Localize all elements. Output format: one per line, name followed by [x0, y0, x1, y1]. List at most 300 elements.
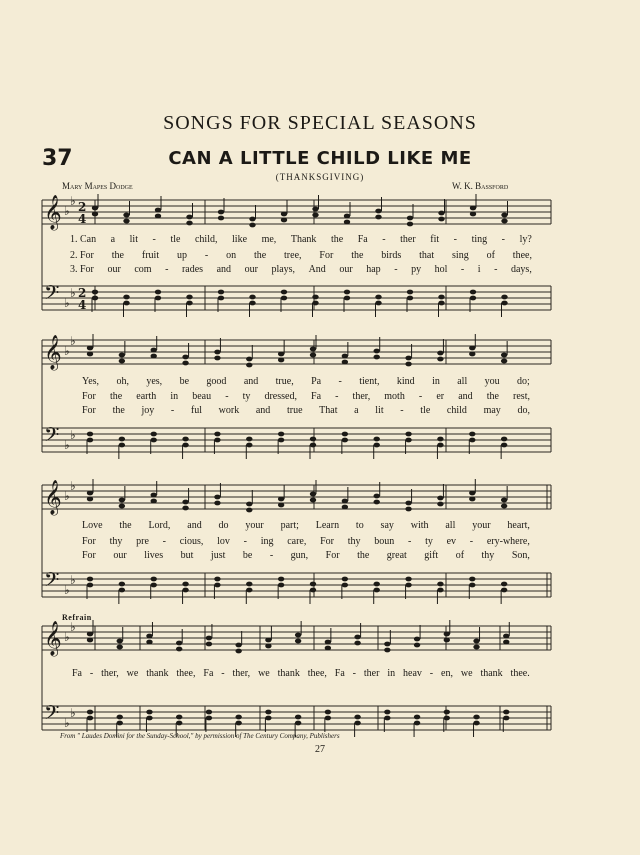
note-head [186, 221, 192, 226]
note-head [281, 212, 287, 217]
lyric-syllable: Pa [311, 376, 322, 387]
lyric-syllable: - [335, 391, 339, 402]
note-head [151, 354, 157, 359]
note-head [470, 206, 476, 211]
note-head [87, 497, 93, 502]
note-head [246, 443, 252, 448]
note-head [182, 437, 188, 442]
lyric-syllable: we [258, 668, 270, 679]
note-head [278, 497, 284, 502]
lyric-syllable: lov [217, 536, 230, 547]
note-head [375, 215, 381, 220]
note-head [342, 499, 348, 504]
lyric-syllable: heart, [507, 520, 530, 531]
lyric-syllable: And [308, 264, 326, 275]
lyric-syllable: - [429, 668, 434, 679]
note-head [155, 290, 161, 295]
lyric-syllable: lit [375, 405, 384, 416]
flat-sign-icon: ♭ [70, 573, 76, 587]
note-head [503, 710, 509, 715]
lyric-syllable: say [380, 520, 394, 531]
note-head [375, 301, 381, 306]
note-head [342, 360, 348, 365]
lyric-syllable: thank [146, 668, 169, 679]
lyric-syllable: - [501, 234, 506, 245]
treble-clef-icon: 𝄞 [44, 195, 62, 230]
note-head [438, 301, 444, 306]
note-head [246, 502, 252, 507]
note-head [249, 223, 255, 228]
note-head [469, 497, 475, 502]
lyric-syllable: lit [129, 234, 138, 245]
lyric-syllable: - [460, 264, 465, 275]
lyric-syllable: rades [181, 264, 204, 275]
lyric-syllable: joy [141, 405, 155, 416]
note-head [155, 208, 161, 213]
lyric-syllable: - [338, 376, 342, 387]
note-head [342, 583, 348, 588]
note-head [151, 583, 157, 588]
note-head [342, 354, 348, 359]
note-head [214, 350, 220, 355]
note-head [117, 639, 123, 644]
note-head [182, 500, 188, 505]
note-head [414, 643, 420, 648]
lyric-syllable: be [242, 550, 253, 561]
lyric-syllable: moth [384, 391, 405, 402]
lyric-syllable: thy [481, 550, 495, 561]
note-head [312, 207, 318, 212]
note-head [384, 716, 390, 721]
lyric-syllable: to [355, 520, 364, 531]
note-head [344, 296, 350, 301]
note-head [405, 438, 411, 443]
lyric-syllable: good [206, 376, 227, 387]
flat-sign-icon: ♭ [64, 296, 70, 310]
lyric-syllable: in [432, 376, 440, 387]
note-head [87, 632, 93, 637]
lyric-syllable: For [82, 405, 96, 416]
note-head [151, 432, 157, 437]
note-head [501, 301, 507, 306]
note-head [218, 216, 224, 221]
note-head [218, 296, 224, 301]
note-head [87, 438, 93, 443]
lyric-syllable: boun [374, 536, 395, 547]
lyric-syllable: - [400, 405, 404, 416]
note-head [123, 213, 129, 218]
note-head [312, 295, 318, 300]
lyric-syllable: thy [347, 536, 361, 547]
flat-sign-icon: ♭ [64, 204, 70, 218]
note-head [470, 296, 476, 301]
lyric-syllable: but [180, 550, 194, 561]
lyric-syllable: For [82, 391, 96, 402]
note-head [312, 213, 318, 218]
lyric-line [72, 668, 530, 679]
flat-sign-icon: ♭ [64, 630, 70, 644]
note-head [405, 356, 411, 361]
lyric-line [70, 264, 532, 275]
note-head [325, 716, 331, 721]
lyric-syllable: ery-where, [486, 536, 530, 547]
lyric-syllable: tle [170, 234, 181, 245]
lyric-syllable: Love [82, 520, 103, 531]
lyric-syllable: thank [480, 668, 503, 679]
lyric-syllable: Learn [315, 520, 340, 531]
note-head [469, 491, 475, 496]
lyric-syllable: the [330, 234, 344, 245]
lyric-line [82, 520, 530, 531]
page-number: 27 [315, 744, 325, 755]
lyric-syllable: ty [242, 391, 251, 402]
note-head [444, 710, 450, 715]
lyric-syllable: thee, [307, 668, 327, 679]
lyric-syllable: yes, [146, 376, 163, 387]
note-head [87, 432, 93, 437]
note-head [281, 218, 287, 223]
note-head [503, 716, 509, 721]
lyric-syllable: and [255, 405, 271, 416]
lyric-syllable: the [486, 391, 499, 402]
flat-sign-icon: ♭ [70, 194, 76, 208]
note-head [249, 301, 255, 306]
lyric-syllable: ing [260, 536, 274, 547]
lyric-line [70, 234, 532, 245]
lyric-syllable: - [418, 391, 423, 402]
note-head [344, 214, 350, 219]
note-head [312, 301, 318, 306]
lyric-syllable: our [107, 264, 121, 275]
flat-sign-icon: ♭ [70, 286, 76, 300]
hymn-subtitle: (THANKSGIVING) [275, 172, 365, 182]
lyric-syllable: fruit [141, 250, 160, 261]
note-head [344, 290, 350, 295]
note-head [501, 582, 507, 587]
lyric-syllable: child, [194, 234, 218, 245]
note-head [438, 217, 444, 222]
flat-sign-icon: ♭ [70, 620, 76, 634]
note-head [501, 498, 507, 503]
note-head [151, 577, 157, 582]
note-head [246, 357, 252, 362]
note-head [325, 646, 331, 651]
note-head [444, 638, 450, 643]
lyric-syllable: the [357, 550, 370, 561]
note-head [501, 219, 507, 224]
note-head [119, 588, 125, 593]
flat-sign-icon: ♭ [70, 428, 76, 442]
note-head [117, 645, 123, 650]
lyric-line [82, 391, 530, 402]
note-head [186, 295, 192, 300]
note-head [503, 640, 509, 645]
note-head [501, 213, 507, 218]
section-title: SONGS FOR SPECIAL SEASONS [163, 112, 477, 134]
note-head [470, 212, 476, 217]
note-head [374, 443, 380, 448]
lyric-syllable: er [436, 391, 445, 402]
lyric-syllable: Fa [203, 668, 214, 679]
note-head [354, 641, 360, 646]
note-head [375, 295, 381, 300]
note-head [278, 577, 284, 582]
note-head [342, 438, 348, 443]
lyric-syllable: rest, [513, 391, 530, 402]
lyric-syllable: earth [136, 391, 157, 402]
note-head [186, 301, 192, 306]
lyric-syllable: cious, [179, 536, 204, 547]
note-head [414, 637, 420, 642]
lyric-syllable: all [445, 520, 456, 531]
treble-clef-icon: 𝄞 [44, 621, 62, 656]
note-head [155, 296, 161, 301]
note-head [176, 721, 182, 726]
note-head [405, 577, 411, 582]
lyric-syllable: in [387, 668, 396, 679]
note-head [265, 716, 271, 721]
time-signature-top: 2 [78, 286, 87, 300]
lyric-syllable: ly? [519, 234, 532, 245]
lyric-syllable: up [176, 250, 187, 261]
note-head [407, 296, 413, 301]
note-head [374, 349, 380, 354]
note-head [265, 710, 271, 715]
lyric-syllable: do [218, 520, 229, 531]
lyric-syllable: Fa [357, 234, 368, 245]
note-head [310, 443, 316, 448]
note-head [117, 715, 123, 720]
note-head [182, 588, 188, 593]
note-head [473, 721, 479, 726]
lyric-syllable: of [486, 250, 495, 261]
lyric-syllable: with [410, 520, 429, 531]
note-head [342, 432, 348, 437]
note-head [278, 358, 284, 363]
time-signature-bottom: 4 [78, 212, 87, 226]
lyric-line [82, 405, 530, 416]
lyric-syllable: For [320, 536, 334, 547]
note-head [438, 295, 444, 300]
lyric-syllable: tle [420, 405, 431, 416]
note-head [444, 716, 450, 721]
note-head [206, 642, 212, 647]
note-head [214, 495, 220, 500]
lyric-syllable: Thank [290, 234, 317, 245]
flat-sign-icon: ♭ [64, 438, 70, 452]
note-head [469, 583, 475, 588]
note-head [384, 648, 390, 653]
lyric-syllable: i [477, 264, 481, 275]
lyric-syllable: plays, [271, 264, 296, 275]
note-head [206, 636, 212, 641]
lyric-syllable: the [119, 520, 132, 531]
lyric-syllable: a [110, 234, 116, 245]
note-head [246, 508, 252, 513]
note-head [437, 502, 443, 507]
lyric-syllable: - [394, 264, 398, 275]
note-head [374, 582, 380, 587]
note-head [119, 437, 125, 442]
note-head [437, 351, 443, 356]
note-head [469, 577, 475, 582]
note-head [310, 492, 316, 497]
lyric-syllable: - [494, 264, 498, 275]
note-head [182, 361, 188, 366]
lyric-syllable: the [109, 391, 123, 402]
note-head [87, 710, 93, 715]
lyric-syllable: your [472, 520, 491, 531]
note-head [235, 721, 241, 726]
lyric-syllable: ther [400, 234, 416, 245]
note-head [342, 505, 348, 510]
note-head [87, 491, 93, 496]
note-head [182, 443, 188, 448]
note-head [310, 582, 316, 587]
lyric-syllable: in [170, 391, 179, 402]
note-head [295, 633, 301, 638]
note-head [374, 500, 380, 505]
flat-sign-icon: ♭ [70, 706, 76, 720]
note-head [501, 359, 507, 364]
lyric-syllable: fit [430, 234, 440, 245]
lyric-syllable: child [446, 405, 467, 416]
note-head [501, 443, 507, 448]
lyric-syllable: ther, [352, 391, 371, 402]
lyric-syllable: com [134, 264, 152, 275]
lyric-line [70, 250, 532, 261]
note-head [374, 437, 380, 442]
lyric-syllable: true, [275, 376, 294, 387]
note-head [278, 583, 284, 588]
lyric-syllable: great [386, 550, 407, 561]
lyric-syllable: thy [109, 536, 123, 547]
note-head [214, 501, 220, 506]
lyric-line [82, 376, 530, 387]
note-head [405, 432, 411, 437]
lyric-syllable: - [453, 234, 458, 245]
treble-clef-icon: 𝄞 [44, 480, 62, 515]
note-head [310, 437, 316, 442]
note-head [437, 357, 443, 362]
lyric-syllable: - [407, 536, 412, 547]
lyric-syllable: a [354, 405, 359, 416]
bass-clef-icon: 𝄢 [44, 423, 60, 451]
lyric-syllable: the [351, 250, 364, 261]
lyric-syllable: dressed, [264, 391, 297, 402]
lyric-syllable: heav [403, 668, 422, 679]
lyric-syllable: Son, [511, 550, 530, 561]
note-head [235, 649, 241, 654]
note-head [218, 210, 224, 215]
note-head [278, 432, 284, 437]
note-head [246, 588, 252, 593]
note-head [344, 220, 350, 225]
note-head [92, 212, 98, 217]
note-head [87, 352, 93, 357]
hymn-title: CAN A LITTLE CHILD LIKE ME [168, 148, 472, 169]
note-head [176, 641, 182, 646]
note-head [92, 290, 98, 295]
lyric-syllable: py [411, 264, 422, 275]
lyric-syllable: gift [424, 550, 439, 561]
lyric-syllable: sing [452, 250, 469, 261]
lyric-syllable: ful [190, 405, 202, 416]
note-head [281, 290, 287, 295]
note-head [444, 632, 450, 637]
lyric-syllable: lives [144, 550, 164, 561]
lyric-syllable: pre [136, 536, 149, 547]
lyric-line [82, 536, 530, 547]
lyric-syllable: our [113, 550, 127, 561]
note-head [501, 588, 507, 593]
note-head [295, 639, 301, 644]
note-head [87, 638, 93, 643]
lyric-syllable: kind [396, 376, 415, 387]
lyric-syllable: beau [192, 391, 212, 402]
note-head [470, 290, 476, 295]
bass-clef-icon: 𝄢 [44, 281, 60, 309]
lyric-syllable: For [325, 550, 340, 561]
lyric-syllable: ther [363, 668, 380, 679]
lyric-syllable: and [187, 520, 202, 531]
note-head [92, 296, 98, 301]
note-head [119, 443, 125, 448]
note-head [325, 710, 331, 715]
composer-credit: W. K. Bassford [452, 181, 509, 191]
note-head [473, 645, 479, 650]
time-signature-top: 2 [78, 200, 87, 214]
note-head [405, 507, 411, 512]
note-head [384, 642, 390, 647]
note-head [374, 588, 380, 593]
note-head [119, 353, 125, 358]
lyric-syllable: on [226, 250, 237, 261]
lyric-syllable: true [286, 405, 303, 416]
lyric-syllable: - [382, 234, 386, 245]
note-head [235, 715, 241, 720]
note-head [123, 295, 129, 300]
lyric-syllable: - [89, 668, 94, 679]
note-head [405, 362, 411, 367]
note-head [151, 348, 157, 353]
refrain-label: Refrain [62, 613, 92, 622]
lyric-syllable: - [225, 391, 229, 402]
lyric-syllable: For [319, 250, 334, 261]
note-head [123, 219, 129, 224]
note-head [501, 295, 507, 300]
note-head [214, 583, 220, 588]
note-head [310, 347, 316, 352]
note-head [354, 721, 360, 726]
lyric-syllable: - [165, 264, 169, 275]
note-head [87, 346, 93, 351]
lyric-syllable: ther, [101, 668, 119, 679]
lyric-syllable: - [162, 536, 167, 547]
lyric-syllable: may [483, 405, 501, 416]
note-head [437, 437, 443, 442]
lyric-syllable: For [82, 536, 96, 547]
author-credit: Mary Mapes Dodge [62, 181, 133, 191]
note-head [354, 715, 360, 720]
note-head [310, 353, 316, 358]
note-head [176, 715, 182, 720]
lyric-syllable: our [244, 264, 258, 275]
lyric-syllable: all [457, 376, 468, 387]
note-head [414, 721, 420, 726]
lyric-syllable: we [126, 668, 139, 679]
note-head [278, 352, 284, 357]
